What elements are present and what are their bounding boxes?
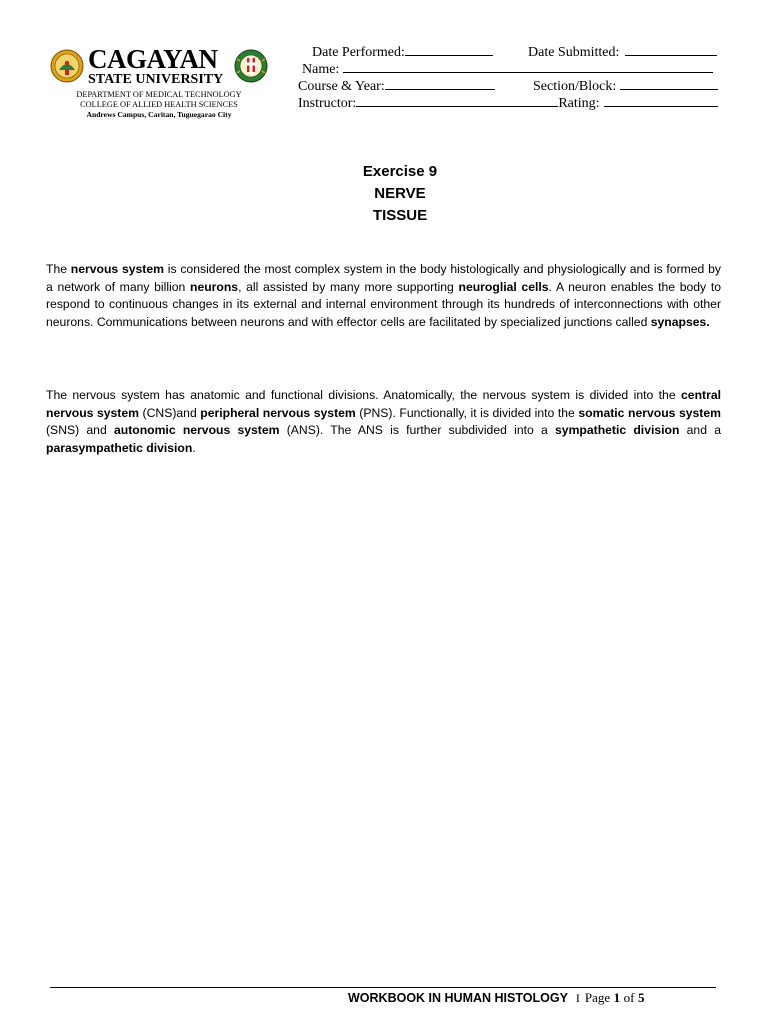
- rating-label: Rating:: [558, 96, 600, 111]
- date-submitted-blank[interactable]: [625, 42, 717, 56]
- university-logo-block: [48, 44, 270, 122]
- section-block-label: Section/Block:: [533, 79, 617, 94]
- exercise-title-line1: NERVE: [374, 185, 426, 202]
- term-parasympathetic-division: parasympathetic division: [46, 441, 193, 456]
- campus-address: Andrews Campus, Caritan, Tuguegarao City: [86, 110, 232, 119]
- text-run: The: [46, 262, 71, 276]
- footer-separator: I: [575, 991, 580, 1005]
- text-run: .: [192, 441, 196, 456]
- page-current: 1: [613, 990, 621, 1005]
- course-year-blank[interactable]: [385, 76, 495, 90]
- college-line: COLLEGE OF ALLIED HEALTH SCIENCES: [80, 100, 238, 109]
- rating-blank[interactable]: [604, 93, 718, 107]
- text-run: The nervous system has anatomic and functional divisions. Anatomically, the nervous system is divided into the: [46, 388, 682, 402]
- term-sympathetic-division: sympathetic division: [555, 423, 680, 438]
- intro-paragraph: [46, 261, 721, 332]
- page-footer: [348, 990, 644, 1006]
- footer-divider: [50, 987, 716, 988]
- text-run: . A neuron enables the body to respond to continuous changes in its external and internal environment through its hundreds of interconnections with other neurons. Communications between neurons and with effector cells are facilitated by specialized junctions called: [46, 279, 721, 330]
- text-run: (ANS). The ANS is further subdivided into a: [279, 423, 556, 438]
- of-word: of: [623, 990, 635, 1005]
- text-run: , all assisted by many more supporting: [238, 279, 459, 294]
- term-sns: somatic nervous system: [578, 405, 721, 420]
- divisions-paragraph: [46, 387, 721, 458]
- name-label: Name:: [302, 62, 340, 77]
- workbook-title: WORKBOOK IN HUMAN HISTOLOGY: [348, 991, 568, 1005]
- term-cns: central nervous system: [46, 388, 721, 420]
- term-neurons: neurons: [190, 279, 239, 294]
- instructor-field[interactable]: [298, 93, 718, 112]
- department-seal-icon: [234, 49, 268, 83]
- term-synapses: synapses.: [650, 315, 710, 330]
- text-run: (PNS). Functionally, it is divided into the: [355, 405, 579, 420]
- instructor-blank[interactable]: [356, 93, 558, 107]
- exercise-number: Exercise 9: [362, 163, 438, 180]
- university-seal-icon: [50, 49, 84, 83]
- page-word: Page: [584, 990, 611, 1005]
- text-run: and a: [679, 423, 721, 438]
- instructor-label: Instructor:: [298, 96, 357, 111]
- term-neuroglial-cells: neuroglial cells: [458, 279, 549, 294]
- name-blank[interactable]: [343, 59, 713, 73]
- date-performed-blank[interactable]: [405, 42, 493, 56]
- date-performed-label: Date Performed:: [312, 45, 405, 60]
- section-block-blank[interactable]: [620, 76, 718, 90]
- term-nervous-system: nervous system: [70, 262, 164, 276]
- text-run: is considered the most complex system in the body histologically and physiologically and is formed by a network of many billion: [46, 262, 721, 294]
- term-ans: autonomic nervous system: [113, 423, 280, 438]
- page-total: 5: [637, 990, 645, 1005]
- course-year-label: Course & Year:: [298, 79, 385, 94]
- university-subtitle: STATE UNIVERSITY: [88, 72, 224, 87]
- date-submitted-label: Date Submitted:: [528, 45, 620, 60]
- text-run: (SNS) and: [46, 423, 114, 438]
- exercise-title-line2: TISSUE: [372, 207, 428, 224]
- university-name: CAGAYAN: [88, 44, 218, 74]
- department-line: DEPARTMENT OF MEDICAL TECHNOLOGY: [76, 90, 242, 99]
- term-pns: peripheral nervous system: [200, 405, 356, 420]
- text-run: (CNS)and: [138, 405, 201, 420]
